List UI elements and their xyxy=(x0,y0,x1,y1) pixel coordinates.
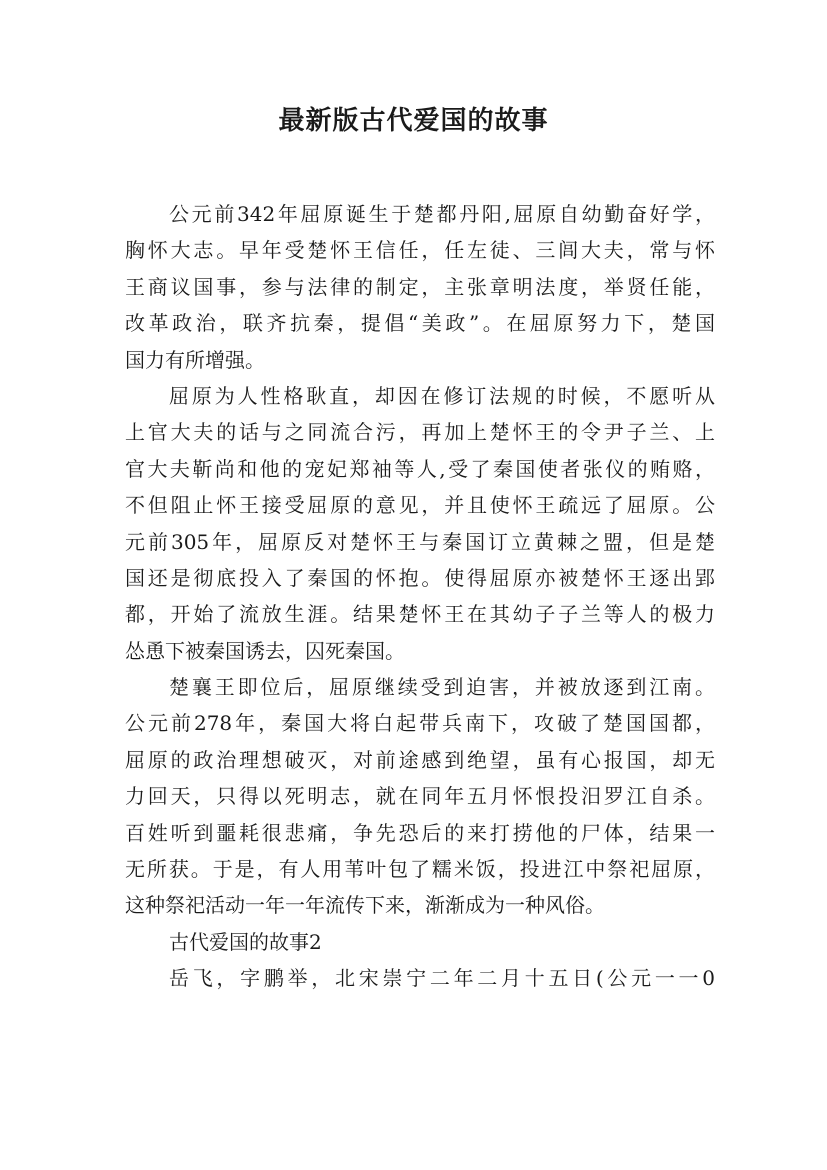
body-line: 胸怀大志。早年受楚怀王信任，任左徒、三闾大夫，常与怀 xyxy=(125,238,715,263)
body-line: 国力有所增强。 xyxy=(125,347,265,372)
body-line: 屈原的政治理想破灭，对前途感到绝望，虽有心报国，却无 xyxy=(125,747,715,772)
body-line: 公元前342年屈原诞生于楚都丹阳,屈原自幼勤奋好学， xyxy=(169,202,715,226)
document-title: 最新版古代爱国的故事 xyxy=(278,106,549,136)
body-line: 公元前278年，秦国大将白起带兵南下，攻破了楚国国都， xyxy=(125,711,715,736)
body-line: 无所获。于是，有人用苇叶包了糯米饭，投进江中祭祀屈原， xyxy=(125,857,715,882)
body-line: 古代爱国的故事2 xyxy=(169,929,322,954)
body-line: 百姓听到噩耗很悲痛，争先恐后的来打捞他的尸体，结果一 xyxy=(125,820,715,845)
body-line: 楚襄王即位后，屈原继续受到迫害，并被放逐到江南。 xyxy=(169,675,715,700)
body-line: 都，开始了流放生涯。结果楚怀王在其幼子子兰等人的极力 xyxy=(125,602,715,627)
body-line: 王商议国事，参与法律的制定，主张章明法度，举贤任能， xyxy=(125,274,715,299)
body-line: 怂恿下被秦国诱去，囚死秦国。 xyxy=(125,638,405,663)
body-line: 元前305年，屈原反对楚怀王与秦国订立黄棘之盟，但是楚 xyxy=(125,529,715,554)
body-line: 上官大夫的话与之同流合污，再加上楚怀王的令尹子兰、上 xyxy=(125,420,715,445)
body-line: 力回天，只得以死明志，就在同年五月怀恨投汨罗江自杀。 xyxy=(125,784,715,809)
body-line: 国还是彻底投入了秦国的怀抱。使得屈原亦被楚怀王逐出郢 xyxy=(125,565,715,590)
document-body xyxy=(125,196,715,997)
body-line: 改革政治，联齐抗秦，提倡“美政”。在屈原努力下，楚国 xyxy=(125,311,715,336)
body-line: 这种祭祀活动一年一年流传下来，渐渐成为一种风俗。 xyxy=(125,893,605,918)
body-line: 官大夫靳尚和他的宠妃郑袖等人,受了秦国使者张仪的贿赂， xyxy=(125,456,715,481)
body-line: 岳飞，字鹏举，北宋崇宁二年二月十五日(公元一一0 xyxy=(169,966,715,991)
body-line: 不但阻止怀王接受屈原的意见，并且使怀王疏远了屈原。公 xyxy=(125,493,715,518)
body-line: 屈原为人性格耿直，却因在修订法规的时候，不愿听从 xyxy=(169,383,715,408)
